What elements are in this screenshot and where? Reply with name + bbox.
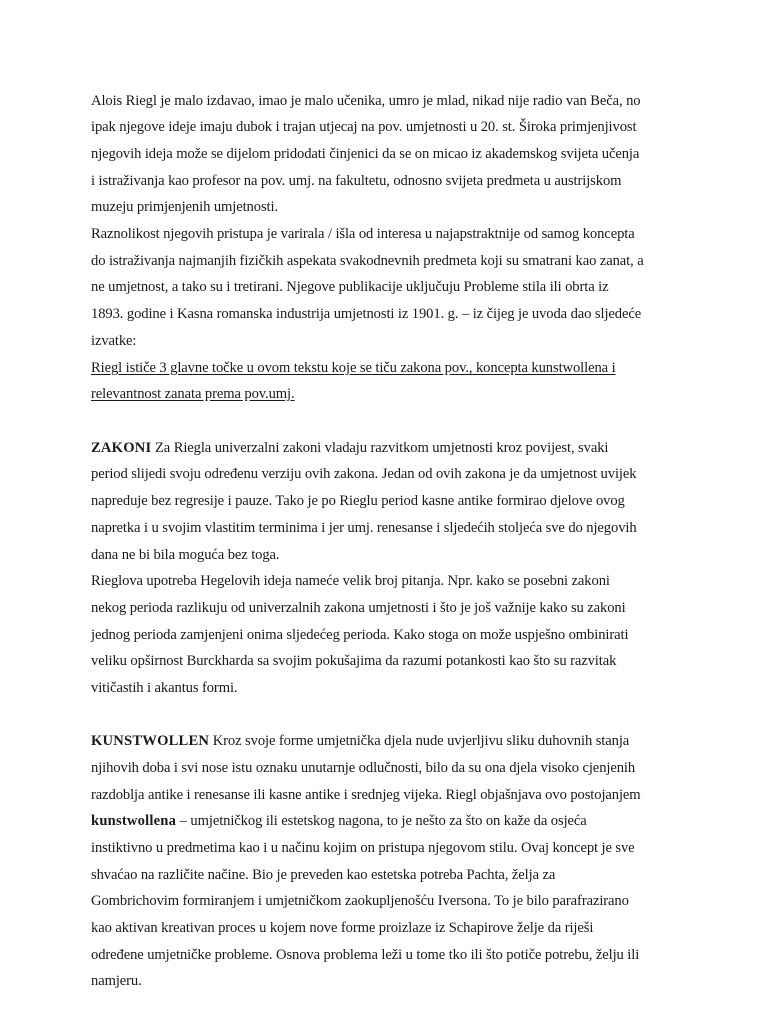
kunstwollen-bold-line-text: – umjetničkog ili estetskog nagona, to je nešto za što on kaže da osjeća bbox=[176, 813, 587, 829]
paragraph-1-line: njegovih ideja može se dijelom pridodati činjenici da se on micao iz akademskog svijeta učenja bbox=[91, 146, 640, 162]
underlined-statement-line: Riegl ističe 3 glavne točke u ovom tekstu koje se tiču zakona pov., koncepta kunstwollena i bbox=[91, 360, 616, 376]
zakoni-line: period slijedi svoju određenu verziju ovih zakona. Jedan od ovih zakona je da umjetnost uvijek bbox=[91, 466, 637, 482]
kunstwollen-heading: KUNSTWOLLEN bbox=[91, 733, 210, 749]
kunstwollen-line: njihovih doba i svi nose istu oznaku unutarnje odlučnosti, bilo da su ona djela visoko cjenjenih bbox=[91, 760, 636, 776]
paragraph-4-line: jednog perioda zamjenjeni onima sljedećeg perioda. Kako stoga on može uspješno ombinirati bbox=[91, 627, 629, 643]
zakoni-line: dana ne bi bila moguća bez toga. bbox=[91, 547, 280, 563]
zakoni-line: napretka i u svojim vlastitim terminima i jer umj. renesanse i sljedećih stoljeća sve do njegovih bbox=[91, 520, 637, 536]
paragraph-2-line: izvatke: bbox=[91, 333, 137, 349]
kunstwollen-line: shvaćao na različite načine. Bio je preveden kao estetska potreba Pachta, želja za bbox=[91, 867, 556, 883]
zakoni-first-line bbox=[91, 439, 608, 457]
zakoni-line: napreduje bez regresije i pauze. Tako je po Rieglu period kasne antike formirao djelove ovog bbox=[91, 493, 625, 509]
paragraph-2-line: Raznolikost njegovih pristupa je varirala / išla od interesa u najapstraktnije od samog koncepta bbox=[91, 226, 635, 242]
kunstwollen-line: određene umjetničke probleme. Osnova problema leži u tome tko ili što potiče potrebu, želju ili bbox=[91, 947, 640, 963]
paragraph-2-line: 1893. godine i Kasna romanska industrija umjetnosti iz 1901. g. – iz čijeg je uvoda dao sljedeće bbox=[91, 306, 642, 322]
kunstwollen-line: kao aktivan kreativan proces u kojem nove forme proizlaze iz Schapirove želje da riješi bbox=[91, 920, 594, 936]
zakoni-heading: ZAKONI bbox=[91, 440, 152, 456]
paragraph-4-line: nekog perioda razlikuju od univerzalnih zakona umjetnosti i što je još važnije kako su zakoni bbox=[91, 600, 626, 616]
paragraph-4-line: vitičastih i akantus formi. bbox=[91, 680, 238, 696]
kunstwollen-first-line bbox=[91, 732, 629, 750]
paragraph-4-line: veliku opširnost Burckharda sa svojim pokušajima da razumi potankosti kao što su razvitak bbox=[91, 653, 617, 669]
kunstwollen-line: instiktivno u predmetima kao i u načinu kojim on pristupa njegovom stilu. Ovaj koncept je sve bbox=[91, 840, 635, 856]
paragraph-1-line: Alois Riegl je malo izdavao, imao je malo učenika, umro je mlad, nikad nije radio van Beča, no bbox=[91, 93, 641, 109]
kunstwollen-line: namjeru. bbox=[91, 973, 142, 989]
kunstwollen-line: Gombrichovim formiranjem i umjetničkom zaokupljenošću Iversona. To je bilo parafrazirano bbox=[91, 893, 629, 909]
underlined-statement-line: relevantnost zanata prema pov.umj. bbox=[91, 386, 295, 402]
paragraph-1-line: muzeju primjenjenih umjetnosti. bbox=[91, 199, 278, 215]
paragraph-4-line: Rieglova upotreba Hegelovih ideja nameće velik broj pitanja. Npr. kako se posebni zakoni bbox=[91, 573, 610, 589]
kunstwollen-bold-term: kunstwollena bbox=[91, 813, 177, 829]
paragraph-2-line: ne umjetnost, a tako su i tretirani. Njegove publikacije uključuju Probleme stila ili obrta iz bbox=[91, 279, 609, 295]
kunstwollen-line: razdoblja antike i renesanse ili kasne antike i srednjeg vijeka. Riegl objašnjava ovo postojanjem bbox=[91, 787, 641, 803]
paragraph-1-line: i istraživanja kao profesor na pov. umj. na fakultetu, odnosno svijeta predmeta u austrijskom bbox=[91, 173, 622, 189]
zakoni-first-line-text: Za Riegla univerzalni zakoni vladaju razvitkom umjetnosti kroz povijest, svaki bbox=[151, 440, 609, 456]
paragraph-1-line: ipak njegove ideje imaju dubok i trajan utjecaj na pov. umjetnosti u 20. st. Široka primjenjivost bbox=[91, 119, 637, 135]
paragraph-2-line: do istraživanja najmanjih fizičkih aspekata svakodnevnih predmeta koji su smatrani kao zanat, a bbox=[91, 253, 644, 269]
kunstwollen-bold-line bbox=[91, 812, 587, 830]
kunstwollen-first-line-text: Kroz svoje forme umjetnička djela nude uvjerljivu sliku duhovnih stanja bbox=[209, 733, 630, 749]
